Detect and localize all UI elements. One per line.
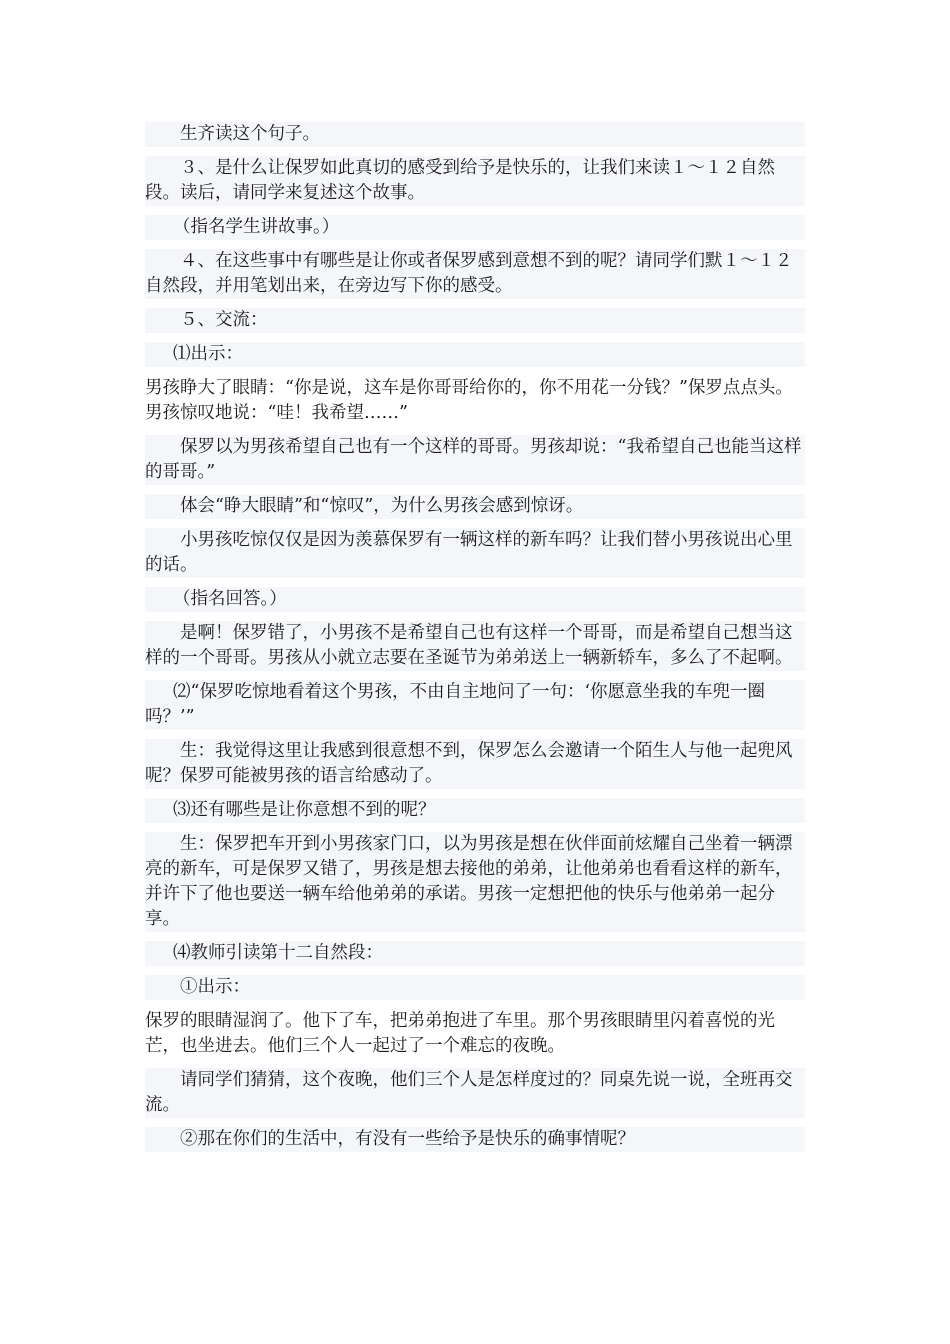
paragraph-14: 生：我觉得这里让我感到很意想不到，保罗怎么会邀请一个陌生人与他一起兜风呢？保罗可能被男孩的语言给感动了。 [145, 739, 805, 789]
paragraph-17: ⑷教师引读第十二自然段： [145, 941, 805, 966]
paragraph-21: ②那在你们的生活中，有没有一些给予是快乐的确事情呢？ [145, 1127, 805, 1152]
paragraph-12: 是啊！保罗错了，小男孩不是希望自己也有这样一个哥哥，而是希望自己想当这样的一个哥哥。男孩从小就立志要在圣诞节为弟弟送上一辆新轿车，多么了不起啊。 [145, 621, 805, 671]
paragraph-18: ①出示： [145, 975, 805, 1000]
paragraph-13: ⑵“保罗吃惊地看着这个男孩，不由自主地问了一句：‘你愿意坐我的车兜一圈吗？’” [145, 680, 805, 730]
paragraph-2: ３、是什么让保罗如此真切的感受到给予是快乐的，让我们来读１～１２自然段。读后，请同学来复述这个故事。 [145, 156, 805, 206]
paragraph-3: （指名学生讲故事。） [145, 215, 805, 240]
paragraph-1: 生齐读这个句子。 [145, 122, 805, 147]
paragraph-10: 小男孩吃惊仅仅是因为羡慕保罗有一辆这样的新车吗？让我们替小男孩说出心里的话。 [145, 528, 805, 578]
paragraph-9: 体会“睁大眼睛”和“惊叹”，为什么男孩会感到惊讶。 [145, 494, 805, 519]
paragraph-16: 生：保罗把车开到小男孩家门口，以为男孩是想在伙伴面前炫耀自己坐着一辆漂亮的新车，可是保罗又错了，男孩是想去接他的弟弟，让他弟弟也看看这样的新车，并许下了他也要送一辆车给他弟弟的承诺。男孩一定想把他的快乐与他弟弟一起分享。 [145, 832, 805, 932]
quote-block-2: 保罗的眼睛湿润了。他下了车，把弟弟抱进了车里。那个男孩眼睛里闪着喜悦的光芒，也坐进去。他们三个人一起过了一个难忘的夜晚。 [145, 1009, 805, 1059]
paragraph-6: ⑴出示： [145, 342, 805, 367]
document-page [145, 122, 805, 1152]
quote-block-1: 男孩睁大了眼睛：“你是说，这车是你哥哥给你的，你不用花一分钱？”保罗点点头。男孩惊叹地说：“哇！我希望……” [145, 376, 805, 426]
paragraph-11: （指名回答。） [145, 587, 805, 612]
paragraph-4: ４、在这些事中有哪些是让你或者保罗感到意想不到的呢？请同学们默１～１２自然段，并用笔划出来，在旁边写下你的感受。 [145, 249, 805, 299]
paragraph-15: ⑶还有哪些是让你意想不到的呢？ [145, 798, 805, 823]
paragraph-5: ５、交流： [145, 308, 805, 333]
paragraph-8: 保罗以为男孩希望自己也有一个这样的哥哥。男孩却说：“我希望自己也能当这样的哥哥。” [145, 435, 805, 485]
paragraph-20: 请同学们猜猜，这个夜晚，他们三个人是怎样度过的？同桌先说一说，全班再交流。 [145, 1068, 805, 1118]
